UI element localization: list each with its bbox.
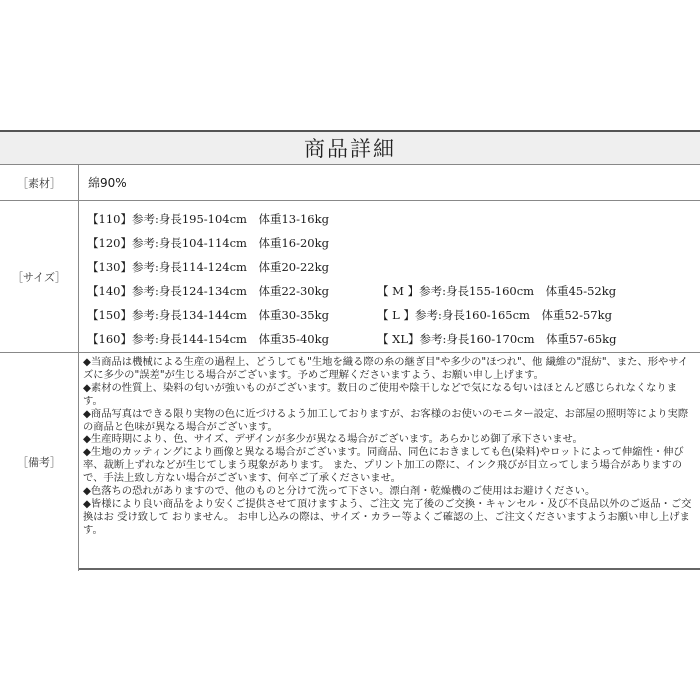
- size-line: [87, 255, 694, 279]
- size-line: [87, 279, 694, 303]
- size-entry: 【150】参考:身長134-144cm 体重30-35kg: [87, 308, 329, 322]
- note-item: ◆当商品は機械による生産の過程上、どうしても"生地を織る際の糸の継ぎ目"や多少の"ほつれ"、他 繊維の"混紡"、また、形やサイズに多少の"誤差"が生じる場合がございます。予めご理解くださいますよう、お願い申し上げます。: [83, 356, 689, 381]
- notes-row: [0, 353, 700, 571]
- size-entry: 【 XL】参考:身長160-170cm 体重57-65kg: [377, 332, 617, 346]
- note-item: ◆生産時期により、色、サイズ、デザインが多少が異なる場合がございます。あらかじめ御了承下さいませ。: [83, 433, 583, 446]
- size-entry: 【110】参考:身長195-104cm 体重13-16kg: [87, 212, 329, 226]
- size-entry: 【160】参考:身長144-154cm 体重35-40kg: [87, 332, 329, 346]
- product-detail-table: [0, 130, 700, 570]
- size-entry: 【140】参考:身長124-134cm 体重22-30kg: [87, 284, 329, 298]
- size-entry: 【 L 】参考:身長160-165cm 体重52-57kg: [377, 308, 612, 322]
- size-line: [87, 231, 694, 255]
- notes-list: [79, 353, 700, 571]
- note-item: ◆色落ちの恐れがありますので、他のものと分けて洗って下さい。漂白剤・乾燥機のご使用はお避けください。: [83, 485, 596, 498]
- size-list: [79, 201, 700, 352]
- note-item: ◆生地のカッティングにより画像と異なる場合がございます。同商品、同色におきましても色(染料)やロットによって伸縮性・伸び率、裁断上ずれなどが生じてしまう現象があります。 また、プリント加工の際に、インク飛びが目立ってしまう場合がありますので、手法上致し方ない場合がございます、何卒ご了承くださいませ。: [83, 446, 684, 485]
- size-label: ［サイズ］: [0, 201, 79, 352]
- size-entry: 【120】参考:身長104-114cm 体重16-20kg: [87, 236, 329, 250]
- size-entry: 【130】参考:身長114-124cm 体重20-22kg: [87, 260, 329, 274]
- notes-label: ［備考］: [0, 353, 79, 571]
- table-title: 商品詳細: [0, 132, 700, 165]
- size-line: [87, 207, 694, 231]
- material-value: 綿90%: [88, 176, 127, 190]
- size-entry: 【 M 】参考:身長155-160cm 体重45-52kg: [377, 284, 617, 298]
- note-item: ◆素材の性質上、染料の匂いが強いものがございます。数日のご使用や陰干しなどで気になる匂いはほとんど感じられなくなります。: [83, 381, 678, 407]
- material-row: [0, 165, 700, 201]
- size-line: [87, 327, 694, 351]
- note-item: ◆皆様により良い商品をより安くご提供させて頂けますよう、ご注文 完了後のご交換・キャンセル・及び不良品以外のご返品・ご交換はお 受け致して おりません。 お申し込みの際は、サイズ・カラー等よくご確認の上、ご注文くださいますようお願い申し上げます。: [83, 497, 692, 536]
- material-label: ［素材］: [0, 165, 79, 200]
- size-row: [0, 201, 700, 353]
- size-line: [87, 303, 694, 327]
- note-item: ◆商品写真はできる限り実物の色に近づけるよう加工しておりますが、お客様のお使いのモニター設定、お部屋の照明等により実際の商品と色味が異なる場合がございます。: [83, 407, 689, 433]
